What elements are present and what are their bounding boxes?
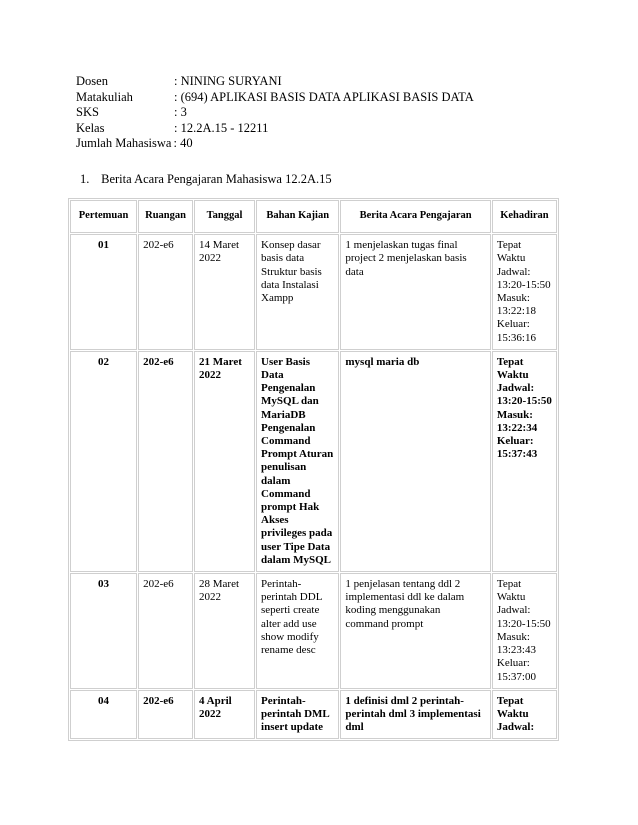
cell-berita: 1 menjelaskan tugas final project 2 menjelaskan basis data: [340, 234, 490, 350]
kehadiran-line: Tepat: [496, 694, 524, 707]
info-value: : (694) APLIKASI BASIS DATA APLIKASI BASIS DATA: [174, 89, 474, 104]
kehadiran-line: Waktu: [496, 369, 529, 382]
table-row: [70, 690, 557, 740]
kehadiran-line: Tepat: [496, 578, 522, 591]
kehadiran-line: 13:20-15:50: [496, 617, 551, 630]
section-number: 1.: [80, 172, 90, 186]
cell-kehadiran: [492, 234, 557, 350]
kehadiran-line: Masuk:: [496, 408, 533, 421]
kehadiran-line: 13:20-15:50: [496, 395, 552, 408]
kehadiran-line: 13:22:34: [496, 421, 538, 434]
kehadiran-line: 13:22:18: [496, 305, 536, 318]
cell-kehadiran: [492, 573, 557, 689]
cell-bahan: Perintah-perintah DDL seperti create alter add use show modify rename desc: [256, 573, 339, 689]
section-title-text: Berita Acara Pengajaran Mahasiswa 12.2A.15: [101, 172, 332, 186]
kehadiran-line: Keluar:: [496, 657, 530, 670]
cell-pertemuan: 04: [70, 690, 137, 740]
header-ruangan: Ruangan: [138, 200, 193, 233]
kehadiran-line: Jadwal:: [496, 604, 531, 617]
cell-tanggal: 14 Maret 2022: [194, 234, 255, 350]
cell-bahan: Konsep dasar basis data Struktur basis data Instalasi Xampp: [256, 234, 339, 350]
info-label: SKS: [76, 105, 99, 120]
info-row: [76, 121, 474, 137]
cell-ruangan: 202-e6: [138, 351, 193, 572]
kehadiran-line: Masuk:: [496, 630, 530, 643]
info-value: : NINING SURYANI: [174, 74, 282, 88]
cell-kehadiran: [492, 690, 557, 740]
kehadiran-line: Jadwal:: [496, 265, 531, 278]
kehadiran-line: 13:20-15:50: [496, 278, 551, 291]
cell-ruangan: 202-e6: [138, 690, 193, 740]
cell-kehadiran: [492, 351, 557, 572]
table-row: [70, 351, 557, 572]
cell-tanggal: 21 Maret 2022: [194, 351, 255, 572]
info-value: : 12.2A.15 - 12211: [174, 120, 269, 135]
info-label: Kelas: [76, 120, 105, 135]
course-info: [76, 74, 474, 152]
kehadiran-line: Waktu: [496, 591, 526, 604]
table-row: [70, 573, 557, 689]
kehadiran-line: Tepat: [496, 355, 524, 368]
info-row: [76, 74, 474, 90]
header-berita-acara: Berita Acara Pengajaran: [340, 200, 490, 233]
kehadiran-line: Tepat: [496, 239, 522, 252]
kehadiran-line: Jadwal:: [496, 721, 535, 734]
info-label: Matakuliah: [76, 89, 133, 104]
info-row: [76, 90, 474, 106]
kehadiran-line: 13:23:43: [496, 644, 536, 657]
cell-ruangan: 202-e6: [138, 234, 193, 350]
header-bahan-kajian: Bahan Kajian: [256, 200, 339, 233]
kehadiran-line: 15:36:16: [496, 331, 536, 344]
cell-berita: 1 definisi dml 2 perintah-perintah dml 3 implementasi dml: [340, 690, 490, 740]
info-row: [76, 105, 474, 121]
info-label: Jumlah Mahasiswa: [76, 136, 172, 151]
cell-bahan: Perintah-perintah DML insert update: [256, 690, 339, 740]
header-kehadiran: Kehadiran: [492, 200, 557, 233]
table-header-row: [70, 200, 557, 233]
cell-bahan: User Basis Data Pengenalan MySQL dan MariaDB Pengenalan Command Prompt Aturan penulisan dalam Command prompt Hak Akses privileges pada user Tipe Data dalam MySQL: [256, 351, 339, 572]
info-label: Dosen: [76, 74, 108, 88]
section-title: [80, 172, 332, 187]
kehadiran-line: 15:37:43: [496, 448, 538, 461]
kehadiran-line: Waktu: [496, 707, 529, 720]
kehadiran-line: Keluar:: [496, 435, 534, 448]
header-pertemuan: Pertemuan: [70, 200, 137, 233]
info-row: [76, 136, 474, 152]
info-value: : 3: [174, 105, 187, 120]
kehadiran-line: 15:37:00: [496, 670, 536, 683]
cell-pertemuan: 02: [70, 351, 137, 572]
cell-berita: 1 penjelasan tentang ddl 2 implementasi ddl ke dalam koding menggunakan command prompt: [340, 573, 490, 689]
cell-berita: mysql maria db: [340, 351, 490, 572]
cell-ruangan: 202-e6: [138, 573, 193, 689]
cell-tanggal: 4 April 2022: [194, 690, 255, 740]
cell-tanggal: 28 Maret 2022: [194, 573, 255, 689]
header-tanggal: Tanggal: [194, 200, 255, 233]
kehadiran-line: Masuk:: [496, 292, 530, 305]
cell-pertemuan: 03: [70, 573, 137, 689]
kehadiran-line: Jadwal:: [496, 382, 535, 395]
cell-pertemuan: 01: [70, 234, 137, 350]
table-row: [70, 234, 557, 350]
kehadiran-line: Keluar:: [496, 318, 530, 331]
info-value: : 40: [173, 136, 193, 151]
berita-acara-table: [68, 198, 559, 741]
kehadiran-line: Waktu: [496, 252, 526, 265]
